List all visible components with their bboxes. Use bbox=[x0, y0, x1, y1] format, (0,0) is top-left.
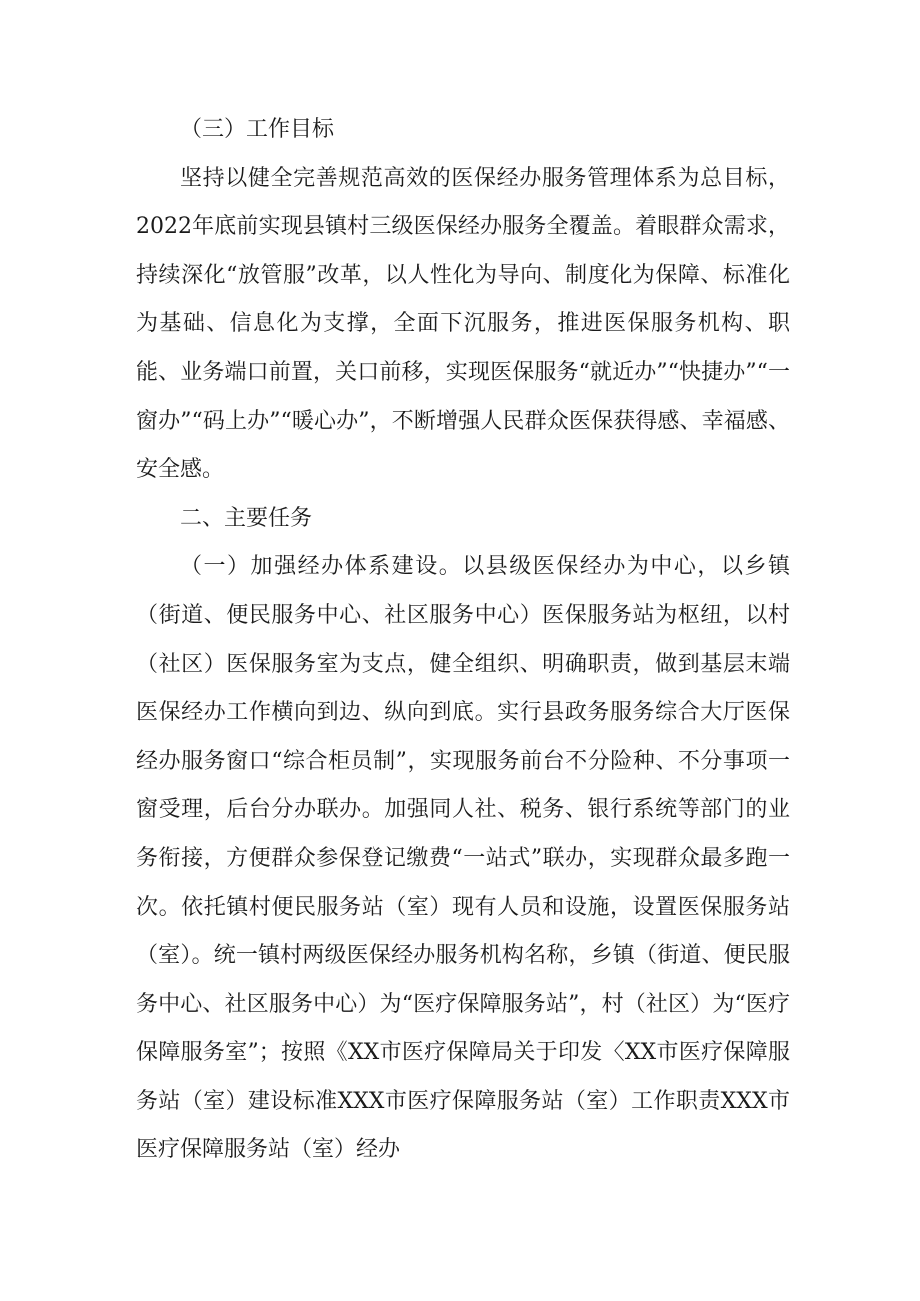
document-page bbox=[136, 106, 790, 1175]
paragraph-task-1: （一）加强经办体系建设。以县级医保经办为中心，以乡镇（街道、便民服务中心、社区服务中心）医保服务站为枢纽，以村（社区）医保服务室为支点，健全组织、明确职责，做到基层末端医保经办工作横向到边、纵向到底。实行县政务服务综合大厅医保经办服务窗口“综合柜员制”，实现服务前台不分险种、不分事项一窗受理，后台分办联办。加强同人社、税务、银行系统等部门的业务衔接，方便群众参保登记缴费“一站式”联办，实现群众最多跑一次。依托镇村便民服务站（室）现有人员和设施，设置医保服务站（室）。统一镇村两级医保经办服务机构名称，乡镇（街道、便民服务中心、社区服务中心）为“医疗保障服务站”，村（社区）为“医疗保障服务室”；按照《XX市医疗保障局关于印发〈XX市医疗保障服务站（室）建设标准XXX市医疗保障服务站（室）工作职责XXX市医疗保障服务站（室）经办 bbox=[136, 554, 790, 1163]
section-heading-main-tasks: 二、主要任务 bbox=[180, 505, 313, 531]
section-heading-work-goal: （三）工作目标 bbox=[180, 117, 335, 142]
paragraph-work-goal: 坚持以健全完善规范高效的医保经办服务管理体系为总目标，2022年底前实现县镇村三级医保经办服务全覆盖。着眼群众需求，持续深化“放管服”改革，以人性化为导向、制度化为保障、标准化为基础、信息化为支撑，全面下沉服务，推进医保服务机构、职能、业务端口前置，关口前移，实现医保服务“就近办”“快捷办”“一窗办”“码上办”“暖心办”，不断增强人民群众医保获得感、幸福感、安全感。 bbox=[136, 165, 790, 483]
